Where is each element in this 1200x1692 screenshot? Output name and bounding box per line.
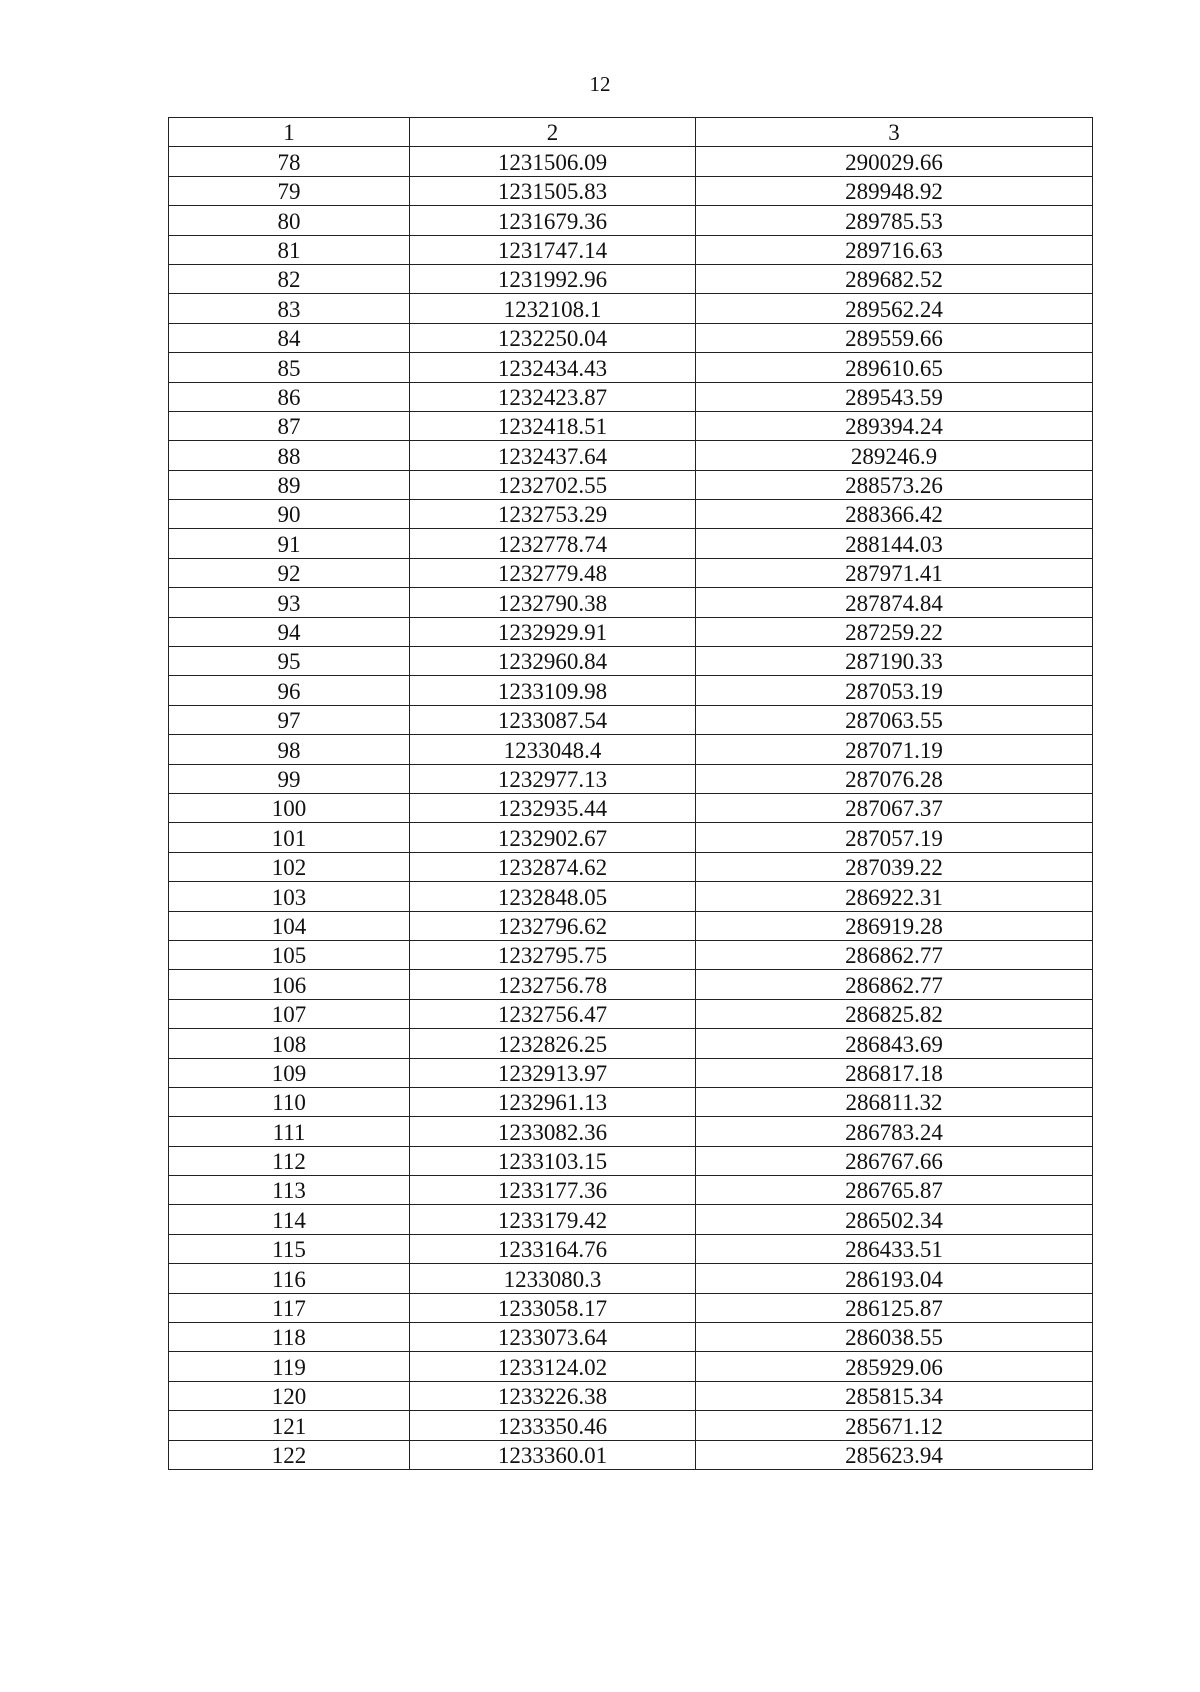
point-number-cell: 99	[169, 764, 410, 793]
coordinate-x-cell: 1231505.83	[410, 176, 696, 205]
table-row	[169, 1146, 1093, 1175]
coordinate-y-cell: 286765.87	[696, 1176, 1093, 1205]
point-number-cell: 92	[169, 558, 410, 587]
coordinate-x-cell: 1232437.64	[410, 441, 696, 470]
coordinate-y-cell: 288144.03	[696, 529, 1093, 558]
point-number-cell: 93	[169, 588, 410, 617]
coordinate-x-cell: 1231679.36	[410, 206, 696, 235]
table-row	[169, 1117, 1093, 1146]
coordinate-y-cell: 286811.32	[696, 1087, 1093, 1116]
coordinate-y-cell: 288573.26	[696, 470, 1093, 499]
coordinate-x-cell: 1233080.3	[410, 1264, 696, 1293]
table-row	[169, 294, 1093, 323]
point-number-cell: 121	[169, 1411, 410, 1440]
table-row	[169, 793, 1093, 822]
coordinate-y-cell: 287874.84	[696, 588, 1093, 617]
coordinate-y-cell: 286767.66	[696, 1146, 1093, 1175]
point-number-cell: 115	[169, 1234, 410, 1263]
coordinate-y-cell: 289682.52	[696, 264, 1093, 293]
coordinate-y-cell: 286843.69	[696, 1029, 1093, 1058]
table-row	[169, 1264, 1093, 1293]
table-row	[169, 999, 1093, 1028]
table-row	[169, 1381, 1093, 1410]
table-row	[169, 1411, 1093, 1440]
coordinate-x-cell: 1232795.75	[410, 940, 696, 969]
coordinate-y-cell: 286825.82	[696, 999, 1093, 1028]
table-row	[169, 235, 1093, 264]
point-number-cell: 111	[169, 1117, 410, 1146]
point-number-cell: 90	[169, 500, 410, 529]
point-number-cell: 100	[169, 793, 410, 822]
coordinate-y-cell: 287057.19	[696, 823, 1093, 852]
table-row	[169, 823, 1093, 852]
table-row	[169, 705, 1093, 734]
coordinate-x-cell: 1232756.47	[410, 999, 696, 1028]
table-row	[169, 970, 1093, 999]
point-number-cell: 122	[169, 1440, 410, 1469]
point-number-cell: 102	[169, 852, 410, 881]
table-row	[169, 940, 1093, 969]
coordinate-y-cell: 289785.53	[696, 206, 1093, 235]
table-row	[169, 1205, 1093, 1234]
coordinate-x-cell: 1232423.87	[410, 382, 696, 411]
coordinate-x-cell: 1232902.67	[410, 823, 696, 852]
table-row	[169, 911, 1093, 940]
coordinate-x-cell: 1233177.36	[410, 1176, 696, 1205]
table-row	[169, 264, 1093, 293]
coordinate-y-cell: 285623.94	[696, 1440, 1093, 1469]
coordinate-y-cell: 289610.65	[696, 353, 1093, 382]
table-row	[169, 382, 1093, 411]
coordinate-x-cell: 1232977.13	[410, 764, 696, 793]
coordinate-x-cell: 1232756.78	[410, 970, 696, 999]
table-row	[169, 353, 1093, 382]
coordinate-y-cell: 287053.19	[696, 676, 1093, 705]
coordinate-y-cell: 286433.51	[696, 1234, 1093, 1263]
table-row	[169, 647, 1093, 676]
coordinate-y-cell: 286038.55	[696, 1323, 1093, 1352]
coordinate-x-cell: 1232778.74	[410, 529, 696, 558]
point-number-cell: 113	[169, 1176, 410, 1205]
table-row	[169, 1058, 1093, 1087]
coordinate-x-cell: 1232753.29	[410, 500, 696, 529]
coordinate-table-container	[168, 117, 1092, 1470]
table-row	[169, 441, 1093, 470]
table-row	[169, 529, 1093, 558]
table-row	[169, 1352, 1093, 1381]
coordinate-x-cell: 1233082.36	[410, 1117, 696, 1146]
point-number-cell: 95	[169, 647, 410, 676]
table-row	[169, 764, 1093, 793]
coordinate-x-cell: 1232960.84	[410, 647, 696, 676]
coordinate-y-cell: 285671.12	[696, 1411, 1093, 1440]
coordinate-y-cell: 287039.22	[696, 852, 1093, 881]
table-row	[169, 558, 1093, 587]
coordinate-y-cell: 287971.41	[696, 558, 1093, 587]
coordinate-y-cell: 290029.66	[696, 147, 1093, 176]
coordinate-y-cell: 285815.34	[696, 1381, 1093, 1410]
table-row	[169, 411, 1093, 440]
point-number-cell: 78	[169, 147, 410, 176]
point-number-cell: 84	[169, 323, 410, 352]
point-number-cell: 104	[169, 911, 410, 940]
coordinate-x-cell: 1232929.91	[410, 617, 696, 646]
coordinate-y-cell: 287076.28	[696, 764, 1093, 793]
point-number-cell: 117	[169, 1293, 410, 1322]
coordinate-x-cell: 1232434.43	[410, 353, 696, 382]
coordinate-x-cell: 1232874.62	[410, 852, 696, 881]
table-row	[169, 147, 1093, 176]
coordinate-x-cell: 1232796.62	[410, 911, 696, 940]
coordinate-x-cell: 1233087.54	[410, 705, 696, 734]
point-number-cell: 87	[169, 411, 410, 440]
point-number-cell: 86	[169, 382, 410, 411]
coordinate-x-cell: 1231747.14	[410, 235, 696, 264]
point-number-cell: 81	[169, 235, 410, 264]
coordinate-x-cell: 1232250.04	[410, 323, 696, 352]
table-row	[169, 588, 1093, 617]
coordinate-y-cell: 286862.77	[696, 970, 1093, 999]
point-number-cell: 94	[169, 617, 410, 646]
page-number: 12	[589, 72, 611, 96]
coordinate-y-cell: 286125.87	[696, 1293, 1093, 1322]
table-row	[169, 470, 1093, 499]
table-row	[169, 1087, 1093, 1116]
point-number-cell: 106	[169, 970, 410, 999]
coordinate-y-cell: 285929.06	[696, 1352, 1093, 1381]
coordinate-x-cell: 1232913.97	[410, 1058, 696, 1087]
coordinate-table	[168, 117, 1093, 1470]
table-row	[169, 176, 1093, 205]
column-header-3: 3	[696, 118, 1093, 147]
table-row	[169, 882, 1093, 911]
coordinate-x-cell: 1233350.46	[410, 1411, 696, 1440]
table-row	[169, 500, 1093, 529]
point-number-cell: 107	[169, 999, 410, 1028]
table-row	[169, 617, 1093, 646]
coordinate-x-cell: 1232779.48	[410, 558, 696, 587]
table-row	[169, 852, 1093, 881]
point-number-cell: 118	[169, 1323, 410, 1352]
coordinate-x-cell: 1233103.15	[410, 1146, 696, 1175]
coordinate-x-cell: 1233058.17	[410, 1293, 696, 1322]
point-number-cell: 112	[169, 1146, 410, 1175]
table-header-row	[169, 118, 1093, 147]
coordinate-y-cell: 287190.33	[696, 647, 1093, 676]
coordinate-x-cell: 1233124.02	[410, 1352, 696, 1381]
coordinate-y-cell: 286502.34	[696, 1205, 1093, 1234]
coordinate-y-cell: 289948.92	[696, 176, 1093, 205]
point-number-cell: 120	[169, 1381, 410, 1410]
point-number-cell: 96	[169, 676, 410, 705]
table-row	[169, 1293, 1093, 1322]
table-body	[169, 147, 1093, 1470]
point-number-cell: 105	[169, 940, 410, 969]
point-number-cell: 82	[169, 264, 410, 293]
coordinate-y-cell: 288366.42	[696, 500, 1093, 529]
coordinate-x-cell: 1233360.01	[410, 1440, 696, 1469]
coordinate-x-cell: 1232702.55	[410, 470, 696, 499]
column-header-2: 2	[410, 118, 696, 147]
table-row	[169, 323, 1093, 352]
coordinate-x-cell: 1232961.13	[410, 1087, 696, 1116]
point-number-cell: 89	[169, 470, 410, 499]
point-number-cell: 108	[169, 1029, 410, 1058]
coordinate-y-cell: 289543.59	[696, 382, 1093, 411]
coordinate-x-cell: 1231506.09	[410, 147, 696, 176]
coordinate-y-cell: 287259.22	[696, 617, 1093, 646]
point-number-cell: 110	[169, 1087, 410, 1116]
coordinate-y-cell: 289559.66	[696, 323, 1093, 352]
coordinate-x-cell: 1231992.96	[410, 264, 696, 293]
coordinate-x-cell: 1232826.25	[410, 1029, 696, 1058]
point-number-cell: 101	[169, 823, 410, 852]
point-number-cell: 79	[169, 176, 410, 205]
point-number-cell: 116	[169, 1264, 410, 1293]
point-number-cell: 114	[169, 1205, 410, 1234]
coordinate-y-cell: 287063.55	[696, 705, 1093, 734]
coordinate-y-cell: 289394.24	[696, 411, 1093, 440]
table-row	[169, 1176, 1093, 1205]
coordinate-x-cell: 1233226.38	[410, 1381, 696, 1410]
coordinate-x-cell: 1233109.98	[410, 676, 696, 705]
coordinate-y-cell: 286817.18	[696, 1058, 1093, 1087]
column-header-1: 1	[169, 118, 410, 147]
point-number-cell: 109	[169, 1058, 410, 1087]
coordinate-x-cell: 1233073.64	[410, 1323, 696, 1352]
coordinate-y-cell: 289246.9	[696, 441, 1093, 470]
table-row	[169, 1440, 1093, 1469]
table-row	[169, 735, 1093, 764]
coordinate-y-cell: 289562.24	[696, 294, 1093, 323]
coordinate-x-cell: 1232848.05	[410, 882, 696, 911]
table-row	[169, 1234, 1093, 1263]
coordinate-y-cell: 286193.04	[696, 1264, 1093, 1293]
coordinate-y-cell: 287067.37	[696, 793, 1093, 822]
coordinate-x-cell: 1233048.4	[410, 735, 696, 764]
coordinate-y-cell: 289716.63	[696, 235, 1093, 264]
coordinate-y-cell: 286783.24	[696, 1117, 1093, 1146]
coordinate-x-cell: 1232418.51	[410, 411, 696, 440]
table-row	[169, 1029, 1093, 1058]
point-number-cell: 98	[169, 735, 410, 764]
table-row	[169, 676, 1093, 705]
coordinate-y-cell: 286862.77	[696, 940, 1093, 969]
coordinate-x-cell: 1232935.44	[410, 793, 696, 822]
point-number-cell: 83	[169, 294, 410, 323]
coordinate-x-cell: 1232790.38	[410, 588, 696, 617]
point-number-cell: 80	[169, 206, 410, 235]
coordinate-y-cell: 286922.31	[696, 882, 1093, 911]
coordinate-y-cell: 287071.19	[696, 735, 1093, 764]
table-row	[169, 206, 1093, 235]
table-row	[169, 1323, 1093, 1352]
point-number-cell: 97	[169, 705, 410, 734]
point-number-cell: 119	[169, 1352, 410, 1381]
coordinate-x-cell: 1233179.42	[410, 1205, 696, 1234]
point-number-cell: 91	[169, 529, 410, 558]
point-number-cell: 88	[169, 441, 410, 470]
point-number-cell: 85	[169, 353, 410, 382]
coordinate-y-cell: 286919.28	[696, 911, 1093, 940]
coordinate-x-cell: 1233164.76	[410, 1234, 696, 1263]
coordinate-x-cell: 1232108.1	[410, 294, 696, 323]
point-number-cell: 103	[169, 882, 410, 911]
